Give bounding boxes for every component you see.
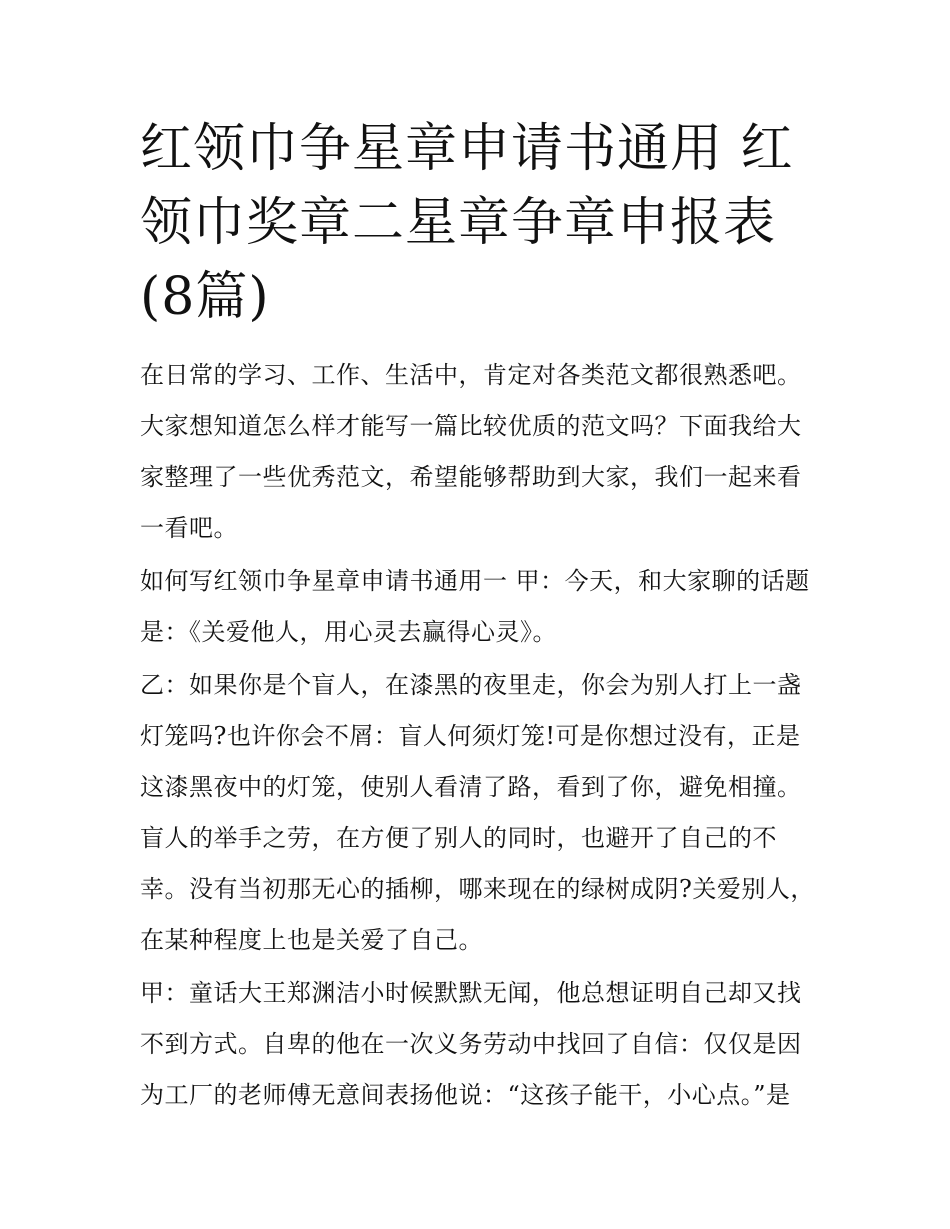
paragraph-intro: 在日常的学习、工作、生活中，肯定对各类范文都很熟悉吧。大家想知道怎么样才能写一篇比较优质的范文吗？下面我给大家整理了一些优秀范文，希望能够帮助到大家，我们一起来看一看吧。 bbox=[140, 361, 802, 542]
document-title: 红领巾争星章申请书通用 红领巾奖章二星章争章申报表(8篇) bbox=[140, 119, 794, 327]
paragraph-yi-1: 乙：如果你是个盲人，在漆黑的夜里走，你会为别人打上一盏灯笼吗?也许你会不屑：盲人何须灯笼!可是你想过没有，正是这漆黑夜中的灯笼，使别人看清了路，看到了你，避免相撞。盲人的举手之劳，在方便了别人的同时，也避开了自己的不幸。没有当初那无心的插柳，哪来现在的绿树成阴?关爱别人，在某种程度上也是关爱了自己。 bbox=[140, 671, 815, 954]
paragraph-jia-1: 如何写红领巾争星章申请书通用一 甲：今天，和大家聊的话题是：《关爱他人，用心灵去赢得心灵》。 bbox=[140, 567, 810, 646]
paragraph-jia-2: 甲：童话大王郑渊洁小时候默默无闻，他总想证明自己却又找不到方式。自卑的他在一次义务劳动中找回了自信：仅仅是因为工厂的老师傅无意间表扬他说：“这孩子能干，小心点。”是 bbox=[140, 979, 802, 1109]
document-body bbox=[140, 112, 820, 1123]
